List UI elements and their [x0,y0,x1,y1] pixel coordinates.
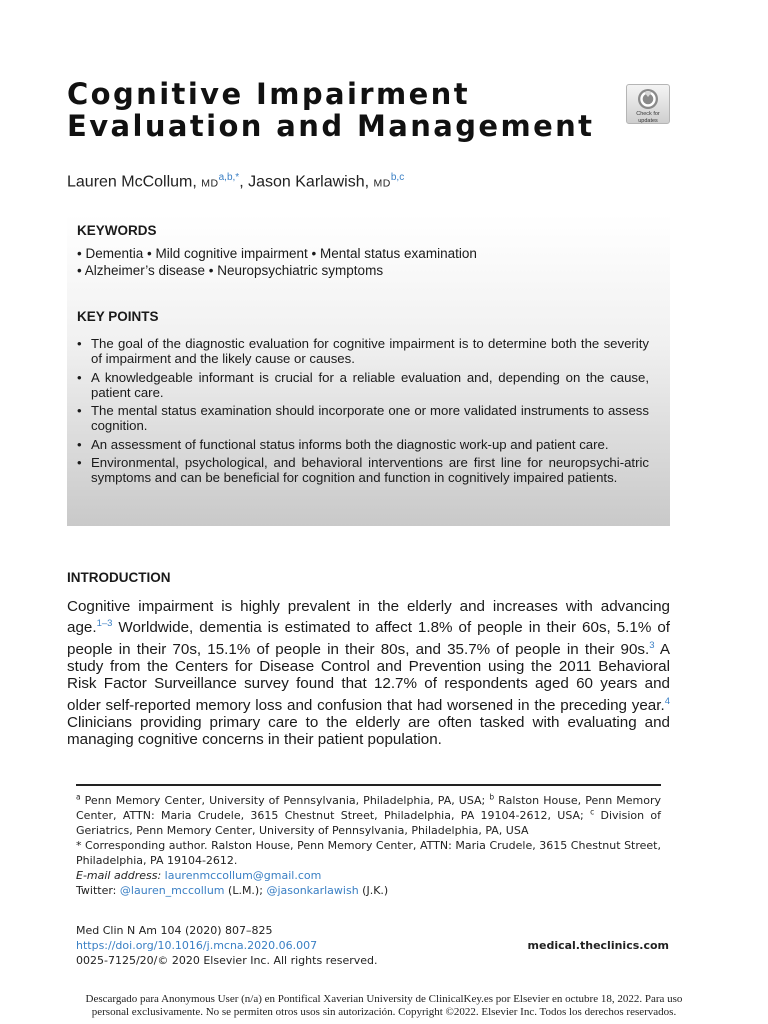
key-points-heading: KEY POINTS [77,309,159,324]
twitter-label: Twitter: [76,884,117,897]
disclaimer-line-2: personal exclusivamente. No se permiten otros usos sin autorización. Copyright ©2022. Elsevier Inc. Todos los derechos reservados. [91,1006,677,1018]
reference-link[interactable]: 1–3 [96,618,113,630]
citation: Med Clin N Am 104 (2020) 807–825 [76,924,273,937]
key-point-item: • Environmental, psychological, and behavioral interventions are first line for neuropsychi-atric symptoms and can be beneficial for cognition and function in cognitively impaired patients. [77,455,649,485]
author-line [67,172,404,191]
affil-c: Division of Geriatrics, Penn Memory Center, University of Pennsylvania, Philadelphia, PA, USA [76,809,661,837]
intro-text-1: Cognitive impairment is highly prevalent in the elderly and increases with advancing age. [67,598,670,637]
copyright-line: 0025-7125/20/© 2020 Elsevier Inc. All rights reserved. [76,954,378,967]
affil-a: Penn Memory Center, University of Pennsylvania, Philadelphia, PA, USA; [80,794,490,807]
introduction-heading: INTRODUCTION [67,570,171,585]
email-link[interactable]: laurenmccollum@gmail.com [164,869,322,882]
email-line [76,868,661,883]
article-title [67,78,594,142]
key-point-item: • The goal of the diagnostic evaluation for cognitive impairment is to determine both the severity of impairment and the likely cause or causes. [77,336,649,366]
keywords-keypoints-box [67,215,670,526]
reference-link[interactable]: 3 [649,639,655,651]
footnote-divider [76,784,661,786]
email-label: E-mail address: [76,869,162,882]
author-1-name: Lauren McCollum, [67,173,197,191]
journal-site[interactable]: medical.theclinics.com [527,939,669,952]
twitter-line [76,883,661,898]
twitter-handle-link[interactable]: @lauren_mccollum [119,884,225,897]
intro-text-4: Clinicians providing primary care to the elderly are often tasked with evaluating and managing cognitive concerns in their patient population. [67,713,670,749]
author-2-affiliation[interactable]: b,c [390,172,405,183]
disclaimer-line-1: Descargado para Anonymous User (n/a) en Pontifical Xaverian University de ClinicalKey.es por Elsevier en octubre 18, 2022. Para uso [85,993,683,1005]
key-points-list [77,336,649,489]
check-for-updates-icon [637,88,659,110]
affil-sup-c: c [590,807,595,817]
title-line-2: Evaluation and Management [67,109,595,143]
key-point-item: • A knowledgeable informant is crucial for a reliable evaluation and, depending on the cause, patient care. [77,370,649,400]
corresponding-author: * Corresponding author. Ralston House, Penn Memory Center, ATTN: Maria Crudele, 3615 Chestnut Street, Philadelphia, PA 19104-2612. [76,839,661,867]
keywords-line-1: • Dementia • Mild cognitive impairment • Mental status examination [77,246,477,261]
author-1-degree: MD [201,177,219,190]
intro-text-3: A study from the Centers for Disease Control and Prevention using the 2011 Behavioral Risk Factor Surveillance survey found that 12.7% of respondents aged 60 years and older self-reported memory loss and confusion that had worsened in the preceding year. [67,640,670,714]
twitter-initials: (L.M.); [224,884,267,897]
download-disclaimer [0,993,768,1019]
key-point-item: • The mental status examination should incorporate one or more validated instruments to assess cognition. [77,403,649,433]
twitter-handle-link[interactable]: @jasonkarlawish [266,884,359,897]
keywords-heading: KEYWORDS [77,223,157,238]
footnotes [76,793,661,898]
reference-link[interactable]: 4 [664,695,670,707]
author-separator: , [239,173,244,191]
badge-text-2: updates [638,118,658,124]
key-point-item: • An assessment of functional status informs both the diagnostic work-up and patient care. [77,437,649,452]
author-2-name: Jason Karlawish, [248,173,370,191]
affil-b: Ralston House, Penn Memory Center, ATTN: Maria Crudele, 3615 Chestnut Street, Philadelphia, PA 19104-2612, USA; [76,794,661,822]
affil-sup-a: a [76,792,81,802]
author-2-degree: MD [373,177,391,190]
twitter-initials: (J.K.) [358,884,389,897]
journal-info [76,923,669,968]
affiliations [76,793,661,838]
title-line-1: Cognitive Impairment [67,77,470,111]
introduction-paragraph [67,598,670,749]
keywords-line-2: • Alzheimer’s disease • Neuropsychiatric symptoms [77,263,384,278]
doi-link[interactable]: https://doi.org/10.1016/j.mcna.2020.06.007 [76,939,318,952]
author-1-affiliation[interactable]: a,b,* [218,172,240,183]
affil-sup-b: b [489,792,495,802]
check-for-updates-badge[interactable] [626,84,670,124]
intro-text-2: Worldwide, dementia is estimated to affect 1.8% of people in their 60s, 5.1% of people in their 70s, 15.1% of people in their 80s, and 35.7% of people in their 90s. [67,619,670,658]
badge-text-1: Check for [636,111,660,117]
